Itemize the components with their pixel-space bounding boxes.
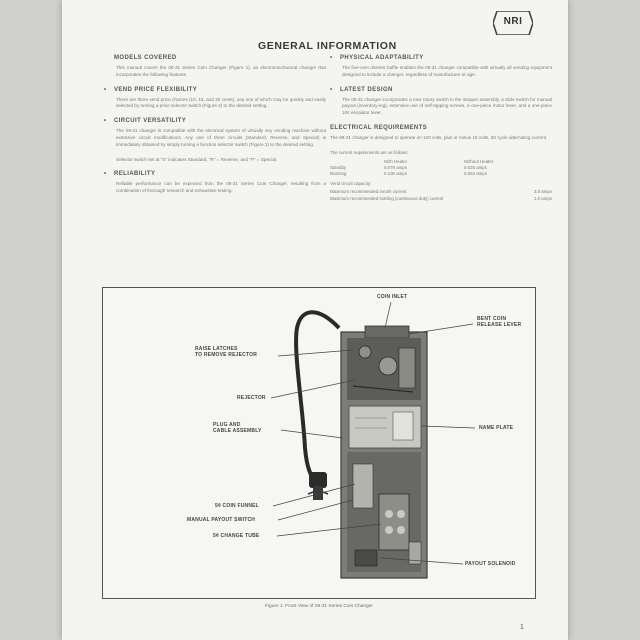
plug-icon — [309, 472, 327, 488]
vend-capacity: Vend circuit capacity: — [330, 180, 372, 186]
coin-funnel-icon — [353, 464, 373, 508]
col-with-heater: With Heater — [384, 158, 408, 164]
section-paragraph: Selector switch set at "S" indicates Standard, "R" = Reverse, and "P" = Special. — [116, 156, 278, 162]
current-table — [330, 159, 499, 177]
max-inrush-line — [330, 189, 552, 194]
electrical-intro: The 08-31 changer is designed to operate on 120 volts, plus or minus 15 volts, 60 cycle alternating current. — [330, 134, 548, 140]
bullet-icon: • — [104, 171, 107, 178]
section-heading-text: RELIABILITY — [114, 171, 156, 178]
bullet-icon: • — [330, 55, 333, 61]
section-heading — [330, 87, 552, 93]
label-raise-latches — [195, 346, 257, 358]
section-right_sections-1 — [330, 87, 552, 117]
page-title: GENERAL INFORMATION — [258, 40, 397, 52]
electrical-heading: ELECTRICAL REQUIREMENTS — [330, 124, 428, 131]
label-rejector: REJECTOR — [237, 395, 266, 401]
row-without: 0.025 amps — [464, 164, 487, 170]
change-tube-icon — [379, 494, 409, 550]
row-label: Standby — [330, 164, 347, 170]
page-number: 1 — [520, 624, 524, 631]
label-payout-solenoid: PAYOUT SOLENOID — [465, 561, 516, 567]
section-paragraph: This manual covers the 08-31 Series Coin Changer (Figure 1), an electromechanical changer that incorporates the following features. — [116, 65, 326, 77]
section-paragraph: Reliable performance can be expected from the 08-31 Series Coin Changer, resulting from a combination of thorough research and exhaustive testing. — [116, 181, 326, 194]
right-column — [330, 55, 552, 203]
max-inrush-value: 3.0 amps — [533, 189, 552, 195]
label-raise-latches-line2: TO REMOVE REJECTOR — [195, 352, 258, 358]
section-right_sections-0 — [330, 55, 552, 79]
nri-logo — [493, 11, 533, 35]
section-heading — [104, 55, 326, 61]
label-raise-latches-line1: RAISE LATCHES — [195, 346, 238, 352]
label-plug-line2: CABLE ASSEMBLY — [213, 428, 262, 434]
table-row — [330, 171, 499, 177]
left-column — [104, 55, 326, 203]
payout-solenoid-icon — [355, 550, 377, 566]
section-paragraph: The five-cent diverter baffle enables the 08-31 changer compatible with virtually all vending equipment designed to include a changer, regardless of manufacturer or age. — [342, 65, 552, 77]
row-with: 0.078 amps — [384, 164, 407, 170]
section-heading — [330, 55, 552, 61]
coin-changer-illustration — [103, 288, 535, 598]
row-label: Running — [330, 170, 347, 176]
max-hold-line — [330, 196, 552, 201]
section-heading-text: CIRCUIT VERSATILITY — [114, 118, 187, 125]
bullet-icon: • — [330, 86, 333, 93]
section-heading — [104, 171, 326, 177]
bullet-icon: • — [104, 86, 107, 93]
right-sections — [330, 55, 552, 117]
document-page — [62, 0, 568, 640]
max-hold-value: 1.0 amps — [533, 196, 552, 202]
coin-inlet-icon — [365, 326, 409, 338]
electrical-table-intro: The current requirements are as follows: — [330, 149, 409, 155]
figure-1 — [102, 287, 536, 599]
section-heading — [104, 118, 326, 124]
label-plug-cable — [213, 422, 262, 434]
section-heading — [104, 87, 326, 93]
label-bent-coin-line1: BENT COIN — [477, 316, 507, 322]
max-hold-label: Maximum recommended holding (continuous duty) current — [330, 196, 444, 202]
section-paragraph: There are three vend price choices (10, 15, and 20 cents), any one of which may be quickly and easily selected by turning a price selector switch (Figure 2) to the desired setting. — [116, 96, 326, 109]
label-manual-payout: MANUAL PAYOUT SWITCH — [187, 517, 256, 523]
figure-caption: Figure 1. Front View of 08-31 Series Coin Changer — [265, 604, 373, 609]
label-change-tube: 5¢ CHANGE TUBE — [213, 533, 260, 539]
label-bent-coin-line2: RELEASE LEVER — [477, 322, 522, 328]
section-left_sections-0 — [104, 55, 326, 79]
section-heading-text: MODELS COVERED — [114, 55, 177, 61]
label-plug-line1: PLUG AND — [213, 422, 241, 428]
label-coin-funnel: 5¢ COIN FUNNEL — [215, 503, 259, 509]
section-heading-text: PHYSICAL ADAPTABILITY — [340, 55, 424, 61]
electrical-requirements — [330, 125, 552, 201]
label-bent-coin — [477, 316, 521, 328]
cable-icon — [296, 312, 339, 484]
logo-text: NRI — [503, 16, 523, 27]
col-without-heater: Without Heater — [464, 158, 494, 164]
row-without: 0.053 amps — [464, 170, 487, 176]
section-left_sections-1 — [104, 87, 326, 111]
label-name-plate: NAME PLATE — [479, 425, 514, 431]
section-heading-text: VEND PRICE FLEXIBILITY — [114, 86, 198, 93]
bullet-icon: • — [104, 118, 107, 125]
section-paragraph: The 08-31 changer is compatible with the electrical system of virtually any vending machine without extensive circuit modifications. Any one of three circuits (Standard, Reverse, and Special) is immediately obtained by simply turning a function selector switch (Figure 2) to the desired setting. — [116, 128, 326, 147]
row-with: 0.100 amps — [384, 170, 407, 176]
label-coin-inlet: COIN INLET — [377, 294, 408, 300]
section-left_sections-3 — [104, 171, 326, 195]
section-left_sections-2 — [104, 118, 326, 163]
section-paragraph: The 08-31 changer incorporates a new rotary switch in the stepper assembly, a slide switch for manual payout (inventory-ing), extensive use of self-tapping screws, a one-piece motor lever, and a one-piece 10¢ escalator lever. — [342, 96, 552, 116]
section-heading-text: LATEST DESIGN — [340, 86, 393, 93]
max-inrush-label: Maximum recommended inrush current — [330, 189, 407, 195]
